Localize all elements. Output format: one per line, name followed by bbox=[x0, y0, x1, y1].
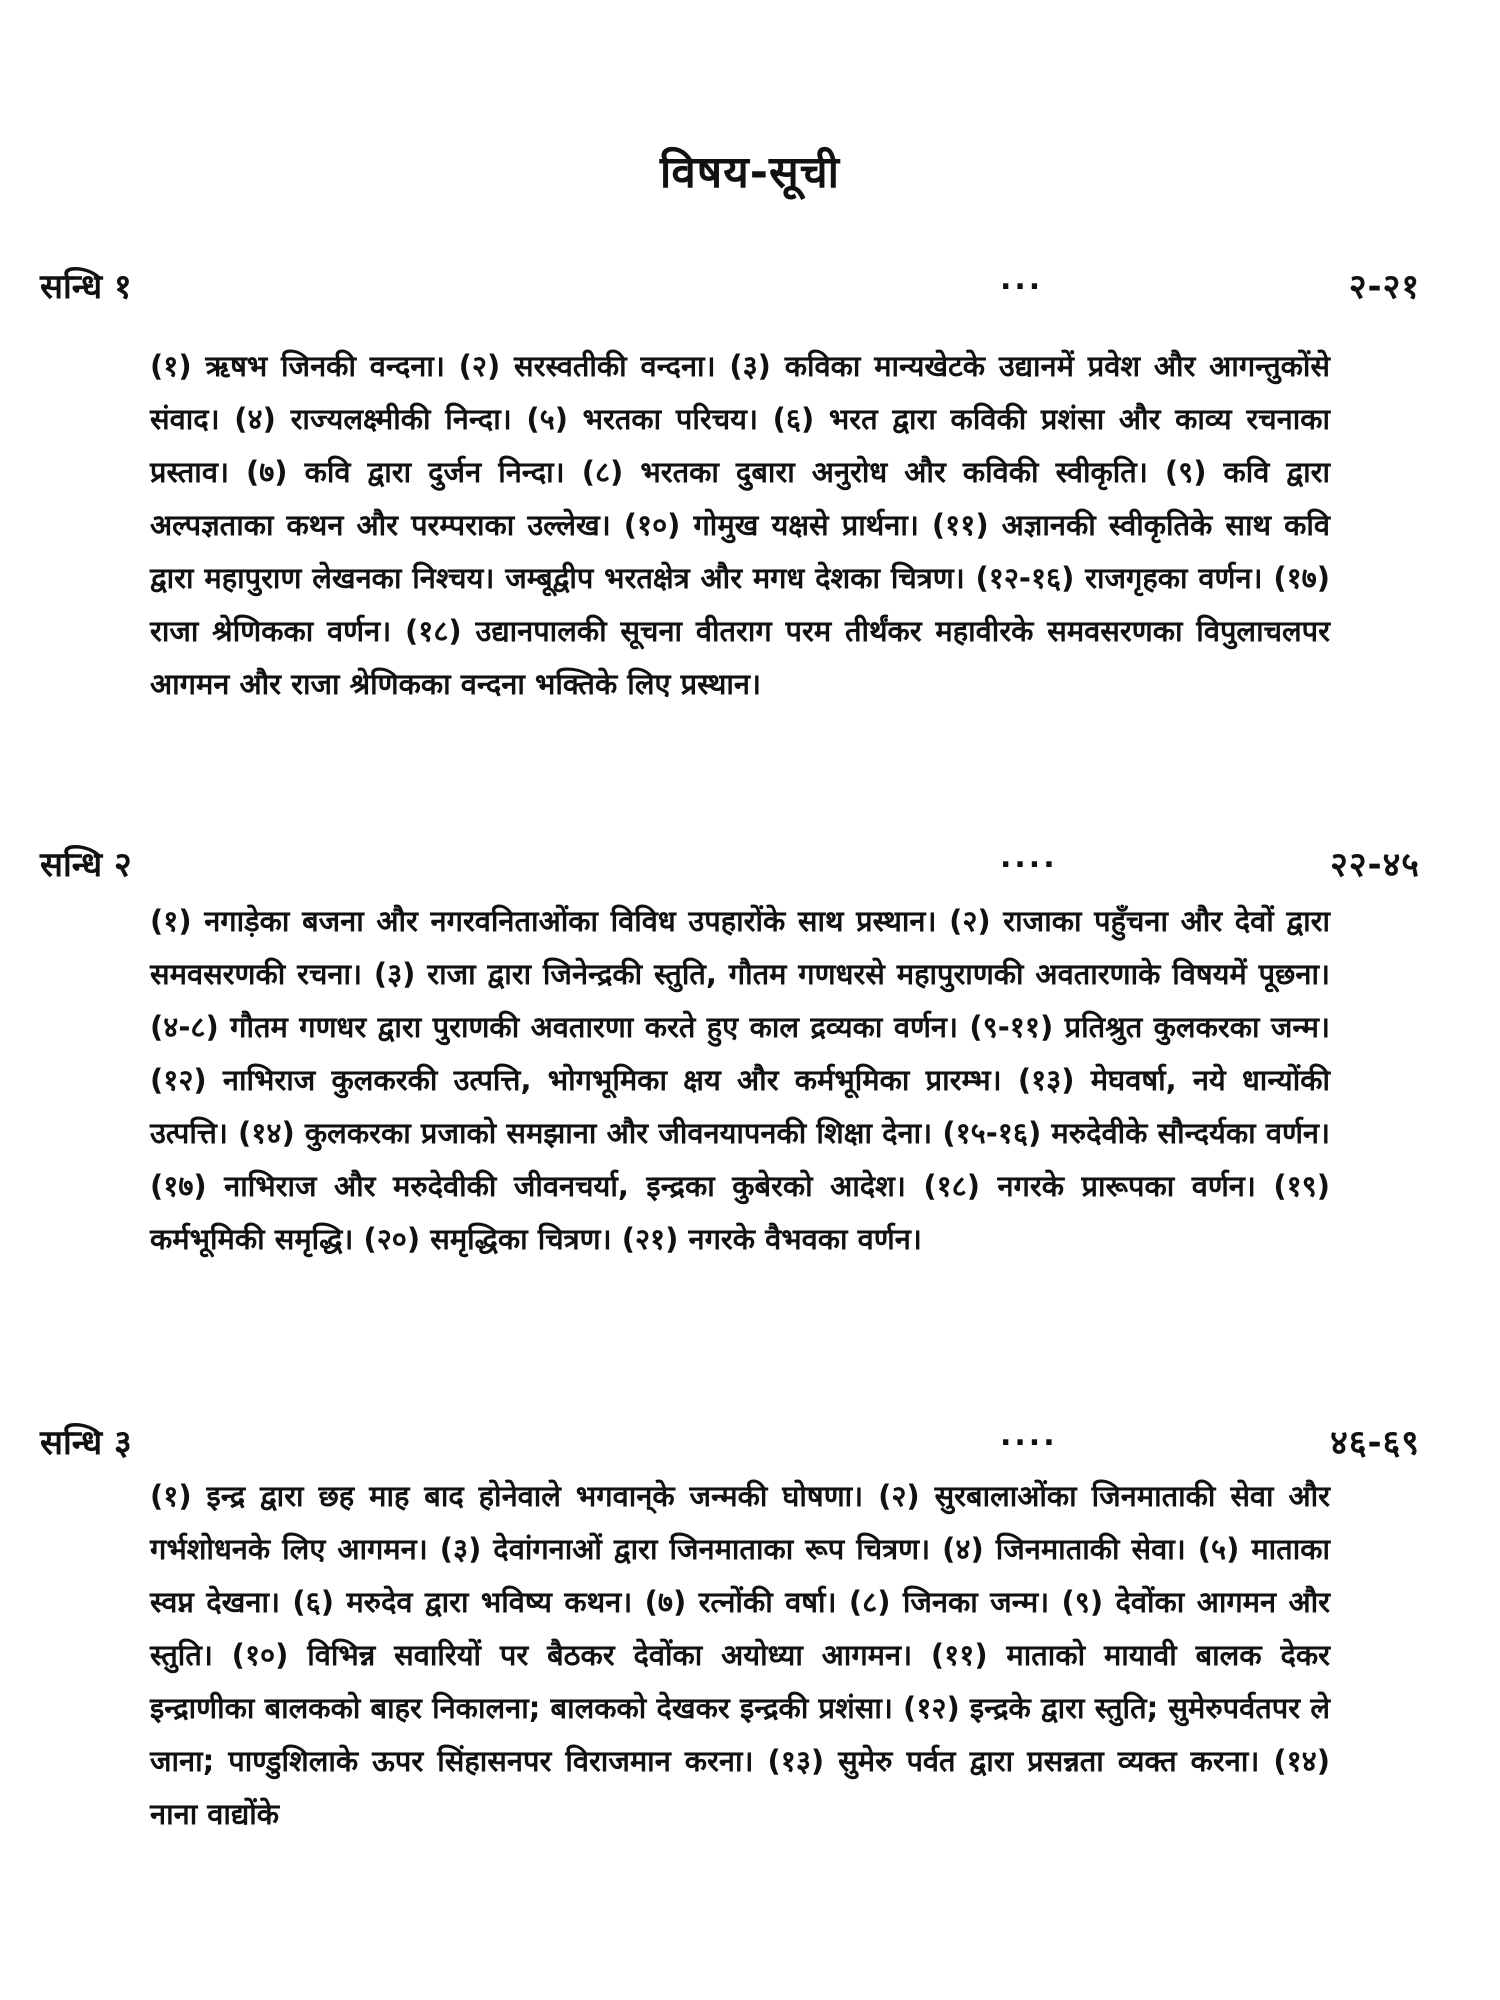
page-title: विषय-सूची bbox=[659, 147, 841, 198]
section-label: सन्धि १ bbox=[40, 267, 132, 307]
section-page-range: २२-४५ bbox=[1330, 845, 1420, 885]
section-leader-dots: ... bbox=[1000, 262, 1044, 297]
section-label: सन्धि ३ bbox=[40, 1423, 132, 1463]
section-1-contents: (१) ऋषभ जिनकी वन्दना। (२) सरस्वतीकी वन्दना। (३) कविका मान्यखेटके उद्यानमें प्रवेश और आगन्तुकोंसे संवाद। (४) राज्यलक्ष्मीकी निन्दा। (५) भरतका परिचय। (६) भरत द्वारा कविकी प्रशंसा और काव्य रचनाका प्रस्ताव। (७) कवि द्वारा दुर्जन निन्दा। (८) भरतका दुबारा अनुरोध और कविकी स्वीकृति। (९) कवि द्वारा अल्पज्ञताका कथन और परम्पराका उल्लेख। (१०) गोमुख यक्षसे प्रार्थना। (११) अज्ञानकी स्वीकृतिके साथ कवि द्वारा महापुराण लेखनका निश्चय। जम्बूद्वीप भरतक्षेत्र और मगध देशका चित्रण। (१२-१६) राजगृहका वर्णन। (१७) राजा श्रेणिकका वर्णन। (१८) उद्यानपालकी सूचना वीतराग परम तीर्थंकर महावीरके समवसरणका विपुलाचलपर आगमन और राजा श्रेणिकका वन्दना भक्तिके लिए प्रस्थान। bbox=[150, 349, 1330, 701]
section-2-contents: (१) नगाड़ेका बजना और नगरवनिताओंका विविध उपहारोंके साथ प्रस्थान। (२) राजाका पहुँचना और देवों द्वारा समवसरणकी रचना। (३) राजा द्वारा जिनेन्द्रकी स्तुति, गौतम गणधरसे महापुराणकी अवतारणाके विषयमें पूछना। (४-८) गौतम गणधर द्वारा पुराणकी अवतारणा करते हुए काल द्रव्यका वर्णन। (९-११) प्रतिश्रुत कुलकरका जन्म। (१२) नाभिराज कुलकरकी उत्पत्ति, भोगभूमिका क्षय और कर्मभूमिका प्रारम्भ। (१३) मेघवर्षा, नये धान्योंकी उत्पत्ति। (१४) कुलकरका प्रजाको समझाना और जीवनयापनकी शिक्षा देना। (१५-१६) मरुदेवीके सौन्दर्यका वर्णन। (१७) नाभिराज और मरुदेवीकी जीवनचर्या, इन्द्रका कुबेरको आदेश। (१८) नगरके प्रारूपका वर्णन। (१९) कर्मभूमिकी समृद्धि। (२०) समृद्धिका चित्रण। (२१) नगरके वैभवका वर्णन। bbox=[150, 904, 1330, 1256]
section-3-contents: (१) इन्द्र द्वारा छह माह बाद होनेवाले भगवान्‌के जन्मकी घोषणा। (२) सुरबालाओंका जिनमाताकी सेवा और गर्भशोधनके लिए आगमन। (३) देवांगनाओं द्वारा जिनमाताका रूप चित्रण। (४) जिनमाताकी सेवा। (५) माताका स्वप्न देखना। (६) मरुदेव द्वारा भविष्य कथन। (७) रत्नोंकी वर्षा। (८) जिनका जन्म। (९) देवोंका आगमन और स्तुति। (१०) विभिन्न सवारियों पर बैठकर देवोंका अयोध्या आगमन। (११) माताको मायावी बालक देकर इन्द्राणीका बालकको बाहर निकालना; बालकको देखकर इन्द्रकी प्रशंसा। (१२) इन्द्रके द्वारा स्तुति; सुमेरुपर्वतपर ले जाना; पाण्डुशिलाके ऊपर सिंहासनपर विराजमान करना। (१३) सुमेरु पर्वत द्वारा प्रसन्नता व्यक्त करना। (१४) नाना वाद्योंके bbox=[150, 1479, 1330, 1831]
section-heading-3 bbox=[0, 1418, 1500, 1468]
section-label: सन्धि २ bbox=[40, 845, 132, 885]
section-leader-dots: .... bbox=[1000, 840, 1058, 875]
section-heading-2 bbox=[0, 840, 1500, 890]
section-heading-1 bbox=[0, 262, 1500, 312]
section-page-range: ४६-६९ bbox=[1330, 1423, 1420, 1463]
section-leader-dots: .... bbox=[1000, 1418, 1058, 1453]
section-page-range: २-२१ bbox=[1348, 267, 1420, 307]
